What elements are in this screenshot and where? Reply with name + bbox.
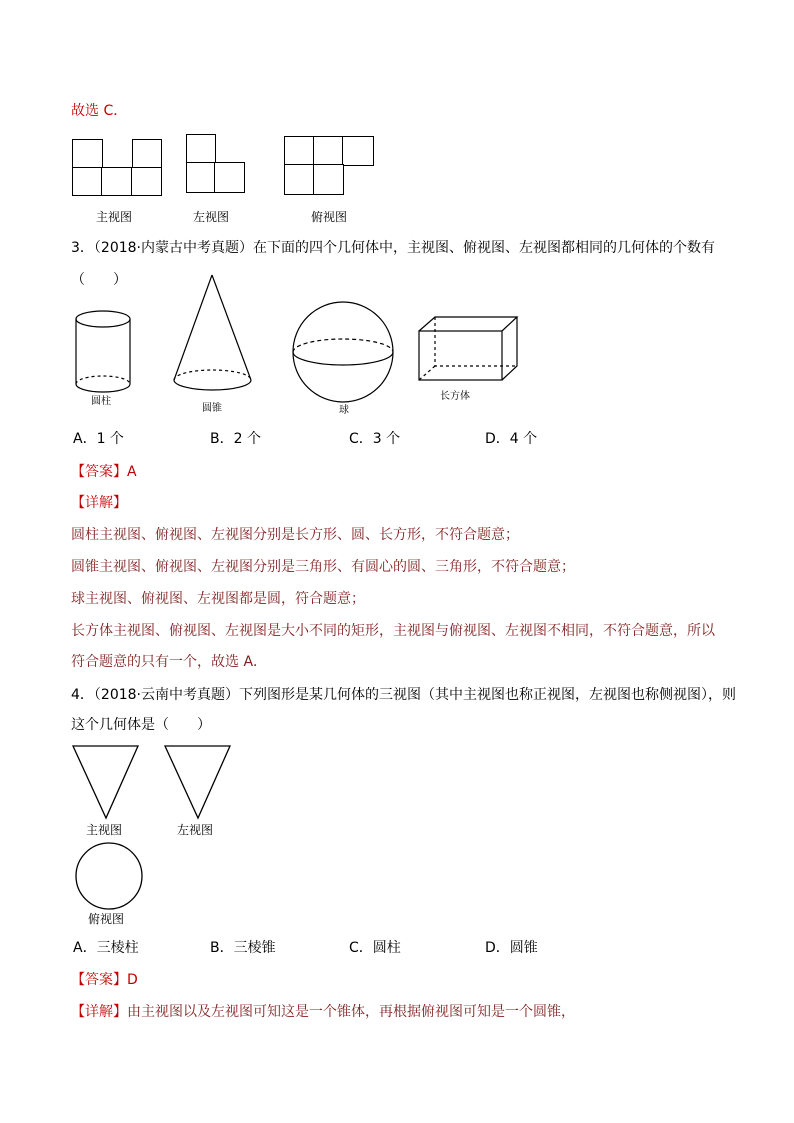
cone-label: 圆锥 [202,403,222,414]
q3-answer-value: A [127,464,137,480]
q3-option-c: C．3 个 [349,431,401,447]
q3-detail-line-3: 球主视图、俯视图、左视图都是圆，符合题意； [71,591,365,607]
q4-option-a: A．三棱柱 [73,940,139,956]
q3-option-d: D．4 个 [485,431,538,447]
q4-stem-line1: 4．（2018·云南中考真题）下列图形是某几何体的三视图（其中主视图也称正视图，左视图也称侧视图），则 [71,687,736,703]
q3-detail-line-5: 符合题意的只有一个，故选 A． [71,654,268,670]
q2-left-view-caption: 左视图 [193,210,230,224]
q3-detail-line-2: 圆锥主视图、俯视图、左视图分别是三角形、有圆心的圆、三角形，不符合题意； [71,559,575,575]
q3-stem-line2: （ ） [71,272,127,288]
q4-answer [71,970,138,990]
q4-option-b: B．三棱锥 [210,940,276,956]
q2-top-view-caption: 俯视图 [311,210,348,224]
q2-main-view-caption: 主视图 [96,210,133,224]
q4-option-c: C．圆柱 [349,940,401,956]
q4-detail [71,1002,575,1022]
q4-detail-label: 【详解】 [71,1004,127,1020]
q3-stem-line1: 3．（2018·内蒙古中考真题）在下面的四个几何体中，主视图、俯视图、左视图都相同的几何体的个数有 [71,240,715,256]
q4-left-view-caption: 左视图 [177,823,214,837]
q3-detail-label: 【详解】 [71,495,127,511]
q4-main-view-caption: 主视图 [86,823,123,837]
q3-option-b: B．2 个 [210,431,261,447]
q4-option-d: D．圆锥 [485,940,538,956]
q3-option-a: A．1 个 [73,431,124,447]
cylinder-label: 圆柱 [91,396,111,407]
q4-answer-label: 【答案】 [71,972,127,988]
q4-answer-value: D [127,972,138,988]
cuboid-label: 长方体 [440,391,470,402]
q4-top-view-caption: 俯视图 [88,912,125,926]
q3-answer-label: 【答案】 [71,464,127,480]
q3-detail-line-4: 长方体主视图、俯视图、左视图是大小不同的矩形，主视图与俯视图、左视图不相同，不符合题意，所以 [71,623,715,639]
intro-text: 故选 C． [71,103,128,119]
q4-stem-line2: 这个几何体是（ ） [71,717,211,733]
sphere-label: 球 [339,405,349,416]
q4-detail-text: 由主视图以及左视图可知这是一个锥体，再根据俯视图可知是一个圆锥， [127,1004,575,1020]
q3-detail-line-1: 圆柱主视图、俯视图、左视图分别是长方形、圆、长方形，不符合题意； [71,527,519,543]
